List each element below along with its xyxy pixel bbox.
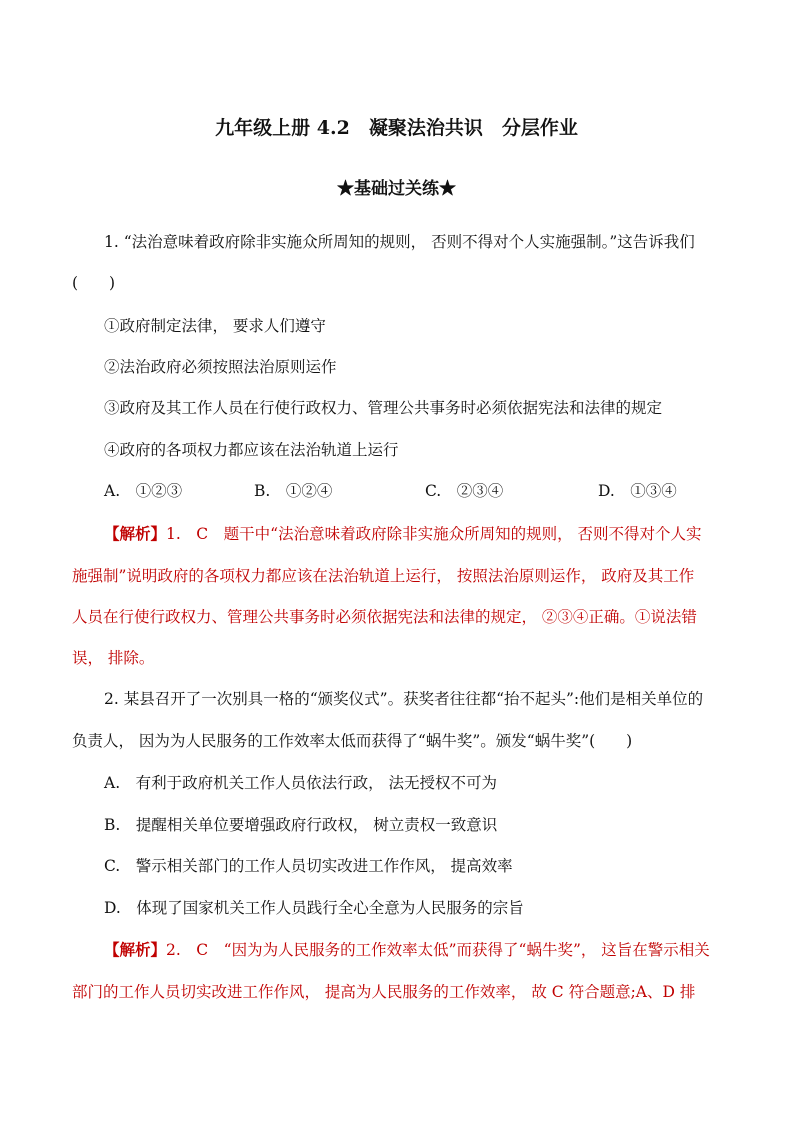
question-1-statement-4: ④政府的各项权力都应该在法治轨道上运行 bbox=[104, 441, 399, 459]
question-1-stem-line-2: ( ) bbox=[72, 274, 116, 292]
question-2-analysis-line-1 bbox=[104, 940, 710, 960]
question-1-statement-3: ③政府及其工作人员在行使行政权力、管理公共事务时必须依据宪法和法律的规定 bbox=[104, 399, 663, 417]
question-1-analysis-line-2: 施强制”说明政府的各项权力都应该在法治轨道上运行， 按照法治原则运作， 政府及其工作 bbox=[72, 567, 695, 585]
question-2-option-b: B. 提醒相关单位要增强政府行政权， 树立责权一致意识 bbox=[104, 816, 498, 834]
section-heading: ★基础过关练★ bbox=[337, 179, 456, 199]
question-2-analysis-line-2: 部门的工作人员切实改进工作作风， 提高为人民服务的工作效率， 故 C 符合题意;A、D 排 bbox=[72, 983, 696, 1001]
question-1-analysis-line-3: 人员在行使行政权力、管理公共事务时必须依据宪法和法律的规定， ②③④正确。①说法错 bbox=[72, 608, 697, 626]
question-1-analysis-line-4: 误， 排除。 bbox=[72, 649, 155, 667]
analysis-tag: 【解析】 bbox=[104, 524, 167, 543]
question-2-stem-line-1: 2. 某县召开了一次别具一格的“颁奖仪式”。获奖者往往都“抬不起头”:他们是相关单位的 bbox=[104, 690, 704, 708]
question-1-analysis-line-1 bbox=[104, 524, 702, 544]
question-1-option-a: A. ①②③ bbox=[104, 482, 183, 500]
question-1-option-b: B. ①②④ bbox=[254, 482, 333, 500]
analysis-text: 1. C 题干中“法治意味着政府除非实施众所周知的规则， 否则不得对个人实 bbox=[166, 525, 702, 543]
question-2-stem-line-2: 负责人， 因为为人民服务的工作效率太低而获得了“蜗牛奖”。颁发“蜗牛奖”( ) bbox=[72, 732, 633, 750]
question-1-option-c: C. ②③④ bbox=[425, 482, 504, 500]
question-2-option-c: C. 警示相关部门的工作人员切实改进工作作风， 提高效率 bbox=[104, 857, 513, 875]
question-2-option-a: A. 有利于政府机关工作人员依法行政， 法无授权不可为 bbox=[104, 774, 498, 792]
analysis-tag: 【解析】 bbox=[104, 940, 167, 959]
analysis-text: 2. C “因为为人民服务的工作效率太低”而获得了“蜗牛奖”， 这旨在警示相关 bbox=[166, 941, 710, 959]
question-2-option-d: D. 体现了国家机关工作人员践行全心全意为人民服务的宗旨 bbox=[104, 899, 524, 917]
question-1-option-d: D. ①③④ bbox=[598, 482, 677, 500]
question-1-stem-line-1: 1. “法治意味着政府除非实施众所周知的规则， 否则不得对个人实施强制。”这告诉我们 bbox=[104, 233, 695, 251]
question-1-statement-2: ②法治政府必须按照法治原则运作 bbox=[104, 358, 337, 376]
question-1-statement-1: ①政府制定法律， 要求人们遵守 bbox=[104, 317, 326, 335]
document-title: 九年级上册 4.2 凝聚法治共识 分层作业 bbox=[215, 117, 578, 139]
